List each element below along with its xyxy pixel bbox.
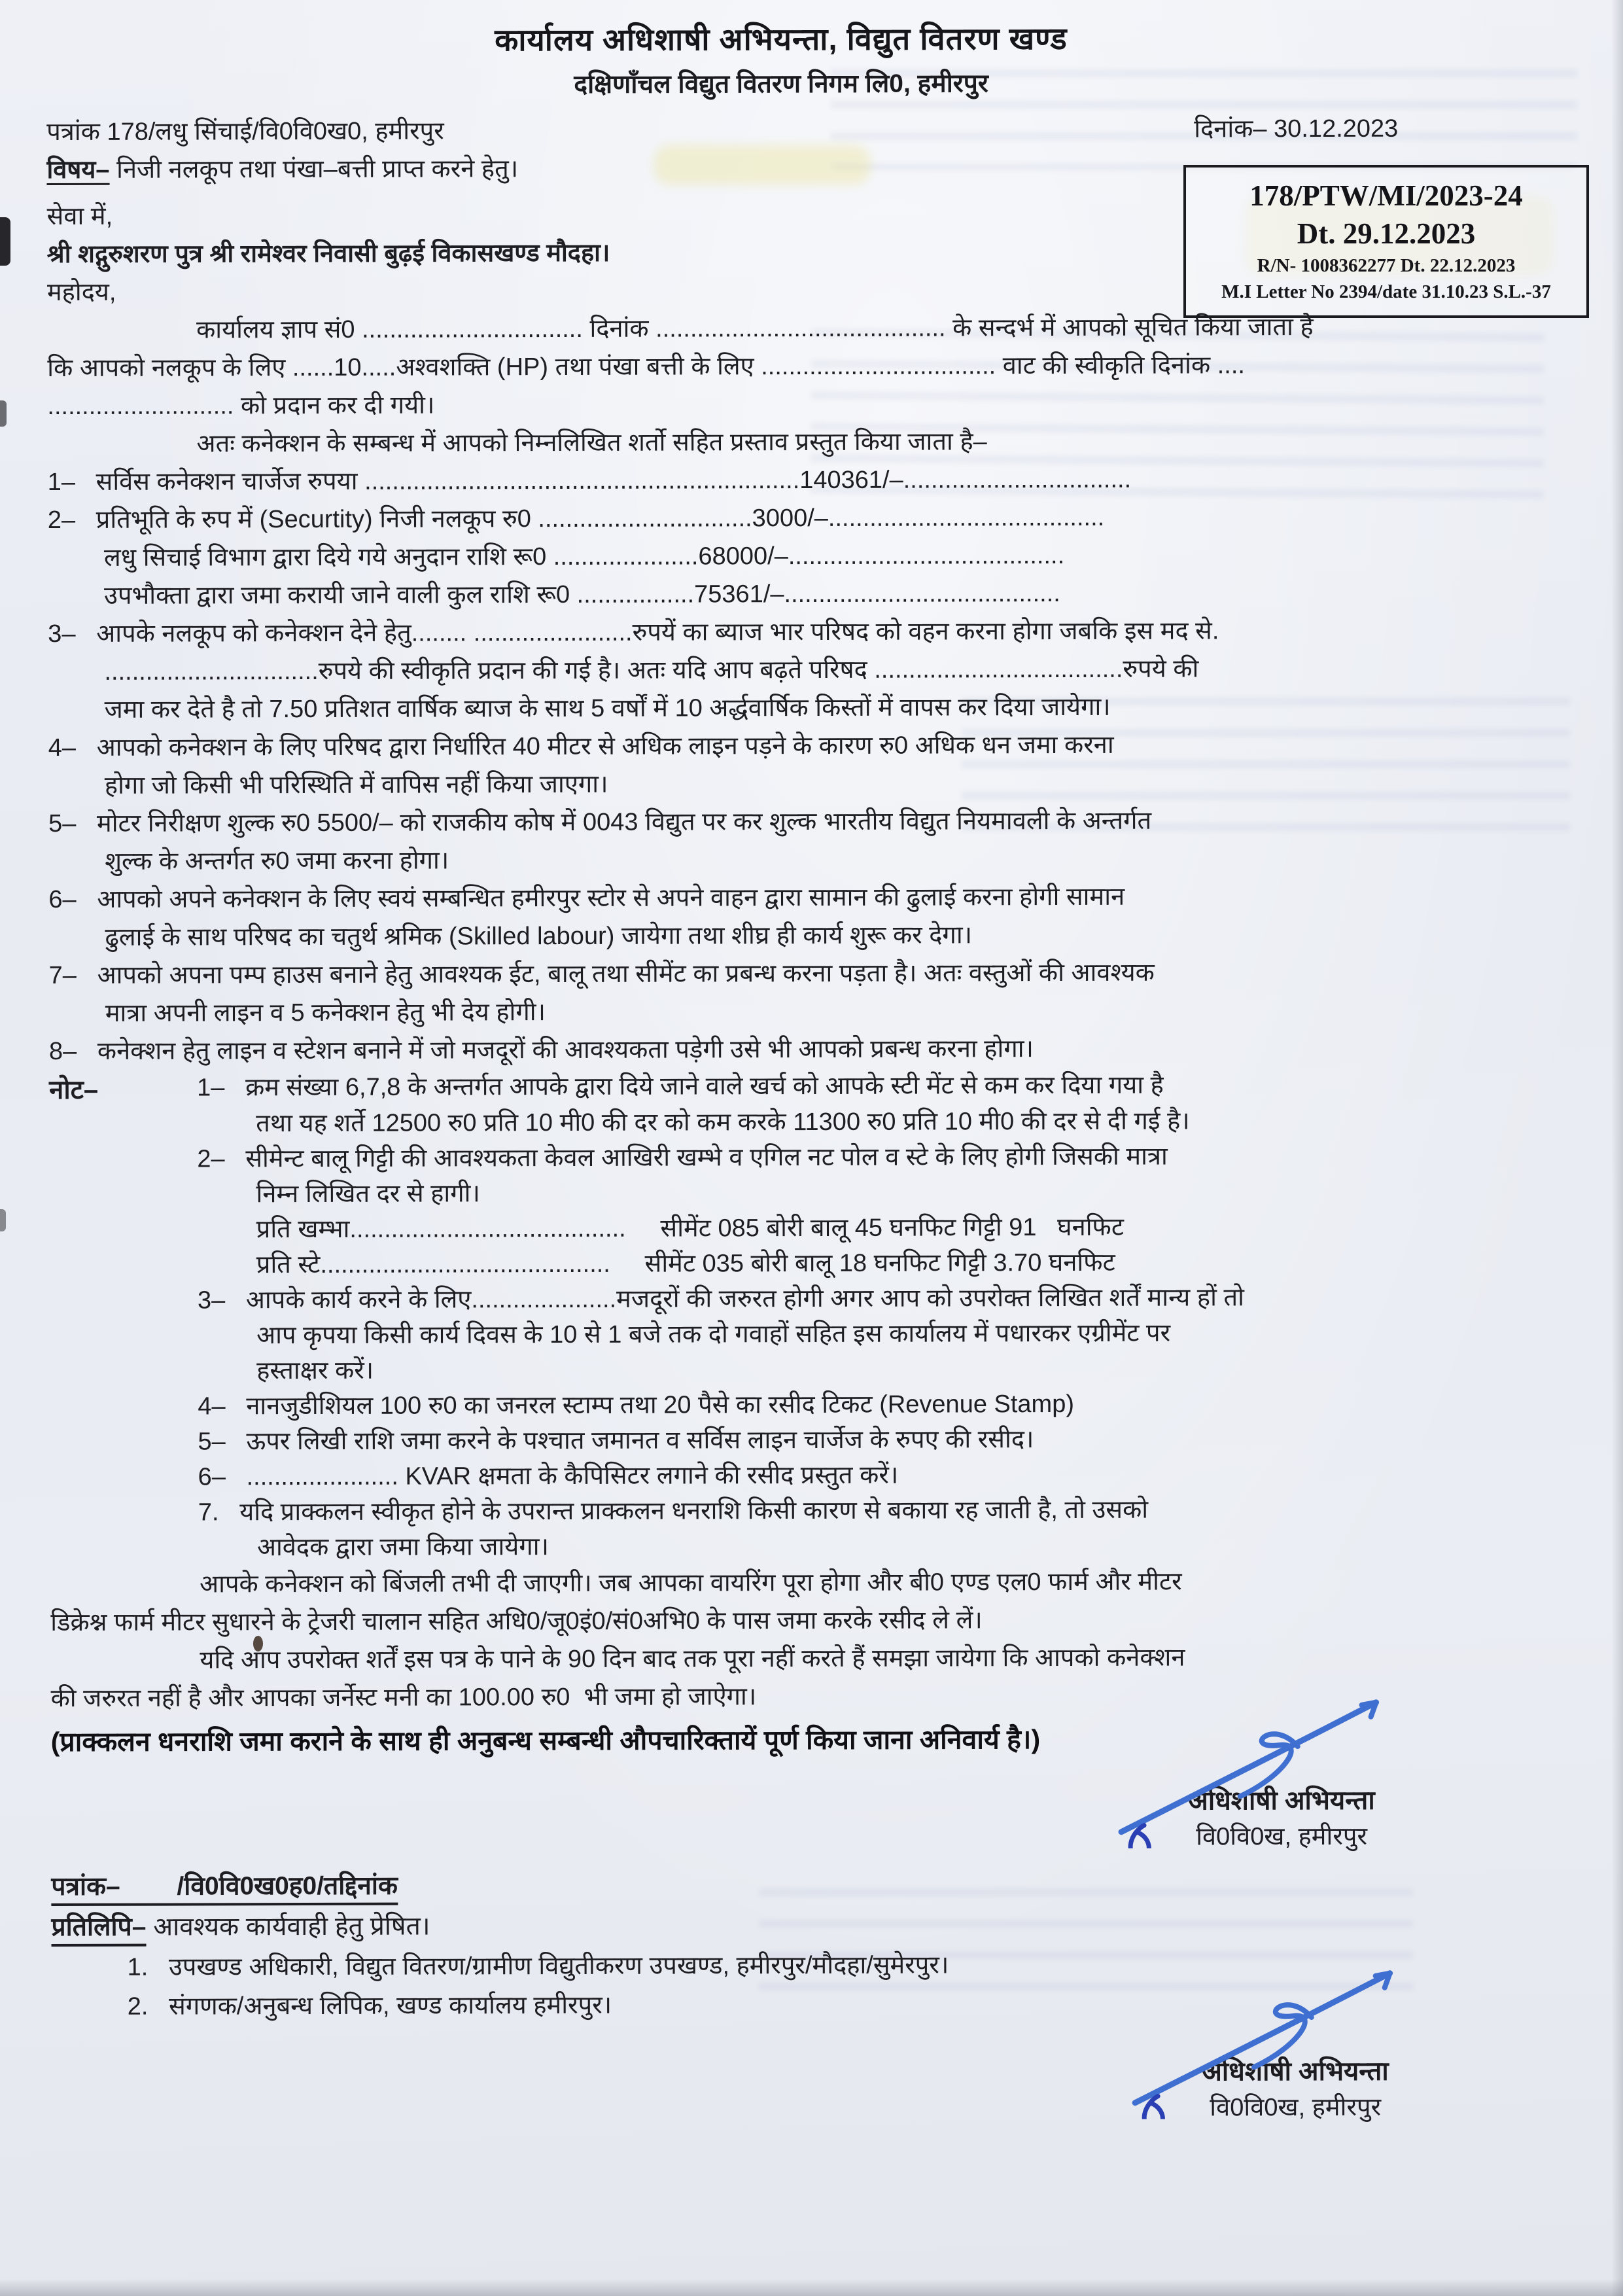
signatory-office: वि0वि0ख, हमीरपुर — [1196, 1822, 1368, 1851]
addressee-name: श्री शद्गुरुशरण पुत्र श्री रामेश्वर निवासी बुढ़ई विकासखण्ड मौदहा। — [46, 239, 610, 269]
intro-line: कि आपको नलकूप के लिए ......10.....अश्वशक्ति (HP) तथा पंखा बत्ती के लिए .................................. वाट की स्वीकृति दिनांक .... — [47, 351, 1245, 383]
term-line: होगा जो किसी भी परिस्थिति में वापिस नहीं किया जाएगा। — [104, 770, 608, 800]
copy-list-item: 2. संगणक/अनुबन्ध लिपिक, खण्ड कार्यालय हमीरपुर। — [127, 1991, 612, 2021]
note-line: हस्ताक्षर करें। — [256, 1356, 374, 1385]
note-label: नोट– — [49, 1075, 99, 1105]
note-line: 6– ...................... KVAR क्षमता के कैपिसिटर लगाने की रसीद प्रस्तुत करें। — [198, 1461, 899, 1491]
date-value: 30.12.2023 — [1274, 115, 1399, 143]
footer-ref-line: पत्रांक– /वि0वि0ख0ह0/तद्दिनांक — [51, 1863, 1599, 1907]
note-line: प्रति खम्भा........................................ सीमेंट 085 बोरी बालू 45 घनफिट गिट्टी 91 घनफिट — [256, 1213, 1125, 1244]
term-line: लधु सिचाई विभाग द्वारा दिये गये अनुदान राशि रू0 .....................68000/–........................................ — [103, 541, 1065, 572]
salutation-to: सेवा में, — [46, 202, 113, 231]
term-line: 1– सर्विस कनेक्शन चार्जेज रुपया ...............................................................140361/–................................. — [47, 465, 1132, 497]
copy-list-item: 1. उपखण्ड अधिकारी, विद्युत वितरण/ग्रामीण विद्युतीकरण उपखण्ड, हमीरपुर/मौदहा/सुमेरपुर। — [127, 1951, 949, 1981]
intro-line: अतः कनेक्शन के सम्बन्ध में आपको निम्नलिखित शर्तो सहित प्रस्ताव प्रस्तुत किया जाता है– — [196, 428, 987, 458]
office-title: कार्यालय अधिशाषी अभियन्ता, विद्युत वितरण खण्ड — [495, 20, 1068, 58]
signatory-title: अधिशाषी अभियन्ता — [1202, 2057, 1389, 2087]
note-line: 1– क्रम संख्या 6,7,8 के अन्तर्गत आपके द्वारा दिये जाने वाले खर्च को आपके स्टी मेंट से कम कर दिया गया है — [197, 1071, 1164, 1102]
note-line: 2– सीमेन्ट बालू गिट्टी की आवश्यकता केवल आखिरी खम्भे व एगिल नट पोल व स्टे के लिए होगी जिसकी मात्रा — [197, 1142, 1168, 1173]
note-line: 5– ऊपर लिखी राशि जमा करने के पश्चात जमानत व सर्विस लाइन चार्जेज के रुपए की रसीद। — [198, 1426, 1034, 1456]
term-line: ढुलाई के साथ परिषद का चतुर्थ श्रमिक (Skilled labour) जायेगा तथा शीघ्र ही कार्य शुरू कर देगा। — [105, 921, 973, 951]
subject-line — [46, 148, 1594, 188]
term-line: 6– आपको अपने कनेक्शन के लिए स्वयं सम्बन्धित हमीरपुर स्टोर से अपने वाहन द्वारा सामान की ढुलाई करना होगी सामान — [48, 883, 1125, 914]
term-line: मात्रा अपनी लाइन व 5 कनेक्शन हेतु भी देय होगी। — [105, 998, 546, 1027]
signatory-office: वि0वि0ख, हमीरपुर — [1210, 2093, 1382, 2122]
term-line: 3– आपके नलकूप को कनेक्शन देने हेतु........ .......................रुपयें का ब्याज भार परिषद को वहन करना होगा जबकि इस मद से. — [48, 617, 1219, 648]
subject-text: निजी नलकूप तथा पंखा–बत्ती प्राप्त करने हेतु। — [116, 155, 519, 184]
note-line: तथा यह शर्ते 12500 रु0 प्रति 10 मी0 की दर को कम करके 11300 रु0 प्रति 10 मी0 की दर से दी गई है। — [256, 1107, 1190, 1138]
stamp-ref-number: 178/PTW/MI/2023-24 — [1249, 179, 1523, 212]
scan-shadow — [0, 2279, 1623, 2296]
term-line: 2– प्रतिभूति के रुप में (Securtity) निजी नलकूप रु0 ...............................3000/–........................................ — [47, 503, 1105, 535]
closing-paragraph: आपके कनेक्शन को बिंजली तभी दी जाएगी। जब आपका वायरिंग पूरा होगा और बी0 एण्ड एल0 फार्म और मीटर — [200, 1568, 1182, 1598]
note-line: निम्न लिखित दर से हागी। — [256, 1180, 480, 1209]
salutation-dear: महोदय, — [46, 278, 116, 307]
closing-paragraph: की जरुरत नहीं है और आपका जर्नेस्ट मनी का 100.00 रु0 भी जमा हो जाऐगा। — [50, 1683, 757, 1713]
term-line: जमा कर देते है तो 7.50 प्रतिशत वार्षिक ब्याज के साथ 5 वर्षों में 10 अर्द्धवार्षिक किस्तों में वापस कर दिया जायेगा। — [104, 693, 1111, 724]
signatory-title: अधिशाषी अभियन्ता — [1188, 1786, 1375, 1816]
closing-paragraph: यदि आप उपरोक्त शर्तें इस पत्र के पाने के 90 दिन बाद तक पूरा नहीं करते हैं समझा जायेगा कि आपको कनेक्शन — [200, 1644, 1185, 1674]
note-line: 7. यदि प्राक्कलन स्वीकृत होने के उपरान्त प्राक्कलन धनराशि किसी कारण से बकाया रह जाती है, तो उसको — [198, 1496, 1149, 1527]
copy-line — [51, 1903, 1599, 1948]
stamp-mi-letter: M.I Letter No 2394/date 31.10.23 S.L.-37 — [1221, 281, 1551, 302]
signature-block-1 — [1128, 1782, 1435, 1855]
note-line: आप कृपया किसी कार्य दिवस के 10 से 1 बजे तक दो गवाहों सहित इस कार्यालय में पधारकर एग्रीमेंट पर — [256, 1319, 1171, 1350]
copy-text: आवश्यक कार्यवाही हेतु प्रेषित। — [153, 1912, 430, 1941]
signature-block-2 — [1142, 2053, 1449, 2125]
closing-paragraph: डिक्रेश्न फार्म मीटर सुधारने के ट्रेजरी चालान सहित अधि0/जू0इं0/सं0अभि0 के पास जमा करके रसीद ले लें। — [50, 1606, 983, 1637]
term-line: उपभौक्ता द्वारा जमा करायी जाने वाली कुल राशि रू0 .................75361/–........................................ — [104, 580, 1060, 610]
mandatory-note-line: (प्राक्कलन धनराशि जमा कराने के साथ ही अनुबन्ध सम्बन्धी औपचारिक्तायें पूर्ण किया जाना अनिवार्य है।) — [50, 1724, 1041, 1757]
office-subtitle: दक्षिणाँचल विद्युत वितरण निगम लि0, हमीरपुर — [574, 69, 988, 99]
term-line: 7– आपको अपना पम्प हाउस बनाने हेतु आवश्यक ईट, बालू तथा सीमेंट का प्रबन्ध करना पड़ता है। अतः वस्तुओं की आवश्यक — [48, 959, 1155, 990]
letter-ref-number: पत्रांक 178/लधु सिंचाई/वि0वि0ख0, हमीरपुर — [46, 117, 444, 147]
stamp-date: Dt. 29.12.2023 — [1297, 217, 1476, 250]
term-line: 4– आपको कनेक्शन के लिए परिषद द्वारा निर्धारित 40 मीटर से अधिक लाइन पड़ने के कारण रु0 अधिक धन जमा करना — [48, 731, 1114, 762]
term-line: 8– कनेक्शन हेतु लाइन व स्टेशन बनाने में जो मजदूरों की आवश्यकता पड़ेगी उसे भी आपको प्रबन्ध करना होगा। — [48, 1035, 1034, 1066]
copy-label: प्रतिलिपि– — [51, 1913, 146, 1947]
stamp-rn-line: R/N- 1008362277 Dt. 22.12.2023 — [1257, 255, 1516, 276]
note-line: आवेदक द्वारा जमा किया जायेगा। — [256, 1533, 550, 1562]
intro-line: कार्यालय ज्ञाप सं0 ................................ दिनांक .......................................... के सन्दर्भ में आपको सूचित किया जाता है — [196, 313, 1314, 344]
note-line: प्रति स्टे.......................................... सीमेंट 035 बोरी बालू 18 घनफिट गिट्टी 3.70 घनफिट — [256, 1248, 1115, 1279]
term-line: ...............................रुपये की स्वीकृति प्रदान की गई है। अतः यदि आप बढ़ते परिषद ....................................रुपये की — [104, 655, 1199, 686]
note-line: 3– आपके कार्य करने के लिए.....................मजदूरों की जरुरत होगी अगर आप को उपरोक्त लिखित शर्तें मान्य हों तो — [197, 1284, 1245, 1315]
term-line: शुल्क के अन्तर्गत रु0 जमा करना होगा। — [105, 847, 449, 875]
term-line: 5– मोटर निरीक्षण शुल्क रु0 5500/– को राजकीय कोष में 0043 विद्युत पर कर शुल्क भारतीय विद्युत नियमावली के अन्तर्गत — [48, 807, 1152, 838]
intro-line: ........................... को प्रदान कर दी गयी। — [47, 391, 435, 421]
note-line: 4– नानजुडीशियल 100 रु0 का जनरल स्टाम्प तथा 20 पैसे का रसीद टिकट (Revenue Stamp) — [198, 1390, 1075, 1421]
letter-date — [1194, 111, 1398, 148]
date-label: दिनांक– — [1194, 115, 1267, 143]
subject-label: विषय– — [46, 156, 110, 185]
